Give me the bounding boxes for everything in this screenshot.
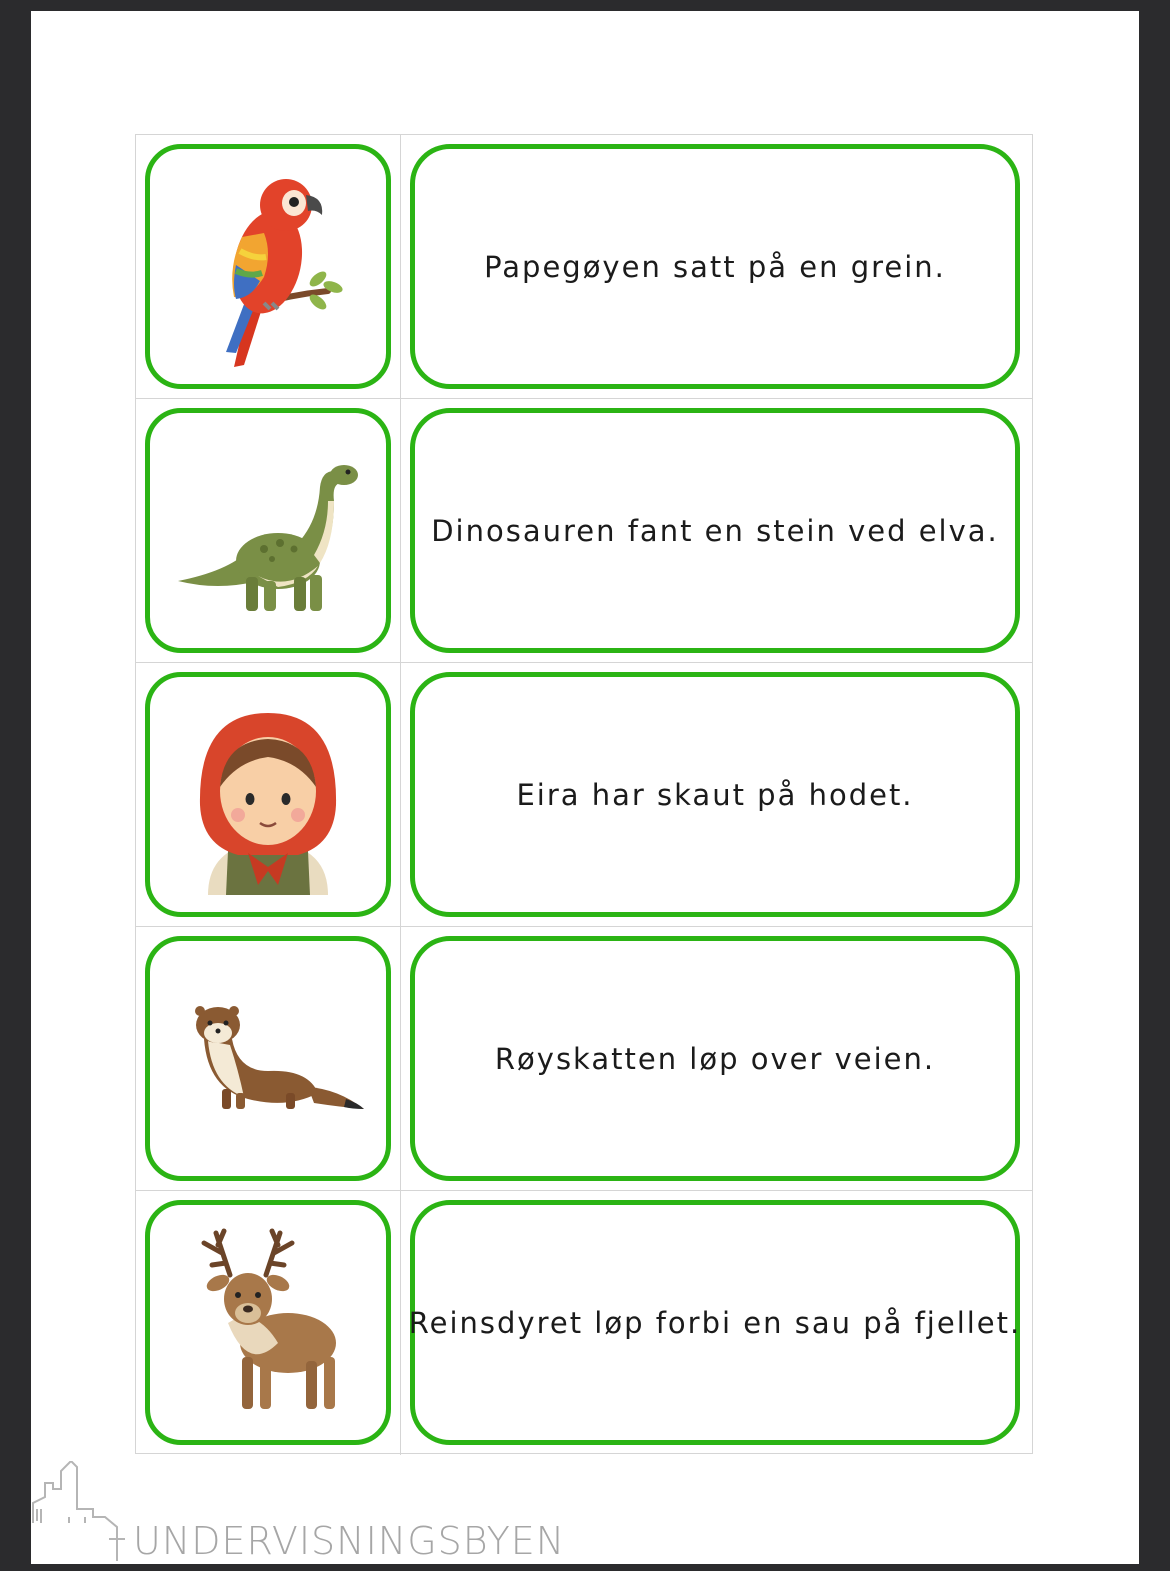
card-row xyxy=(136,399,1032,663)
card-row xyxy=(136,663,1032,927)
card-row xyxy=(136,927,1032,1191)
sentence-text: Papegøyen satt på en grein. xyxy=(484,249,946,284)
city-skyline-logo-icon xyxy=(31,1461,131,1571)
footer xyxy=(31,1461,731,1571)
picture-card xyxy=(145,936,391,1181)
sentence-text: Røyskatten løp over veien. xyxy=(494,1041,936,1076)
card-row xyxy=(136,135,1032,399)
sentence-text: Eira har skaut på hodet. xyxy=(516,777,914,812)
card-grid xyxy=(135,134,1033,1454)
sentence-card xyxy=(410,144,1020,389)
picture-card xyxy=(145,672,391,917)
sentence-card xyxy=(410,936,1020,1181)
worksheet-page xyxy=(31,11,1139,1564)
reindeer-illustration xyxy=(168,1223,368,1423)
sentence-card xyxy=(410,1200,1020,1445)
grid-divider xyxy=(400,927,401,1190)
sentence-text: Reinsdyret løp forbi en sau på fjellet. xyxy=(408,1305,1022,1340)
sentence-card xyxy=(410,672,1020,917)
girl-with-headscarf-illustration xyxy=(168,695,368,895)
parrot-illustration xyxy=(168,167,368,367)
brand-wordmark: UNDERVISNINGSBYEN xyxy=(133,1519,566,1563)
dinosaur-illustration xyxy=(168,431,368,631)
sentence-text: Dinosauren fant en stein ved elva. xyxy=(431,513,999,548)
picture-card xyxy=(145,408,391,653)
grid-divider xyxy=(400,399,401,662)
grid-divider xyxy=(400,135,401,398)
stoat-illustration xyxy=(168,959,368,1159)
picture-card xyxy=(145,1200,391,1445)
grid-divider xyxy=(400,663,401,926)
picture-card xyxy=(145,144,391,389)
card-row xyxy=(136,1191,1032,1455)
grid-divider xyxy=(400,1191,401,1455)
sentence-card xyxy=(410,408,1020,653)
